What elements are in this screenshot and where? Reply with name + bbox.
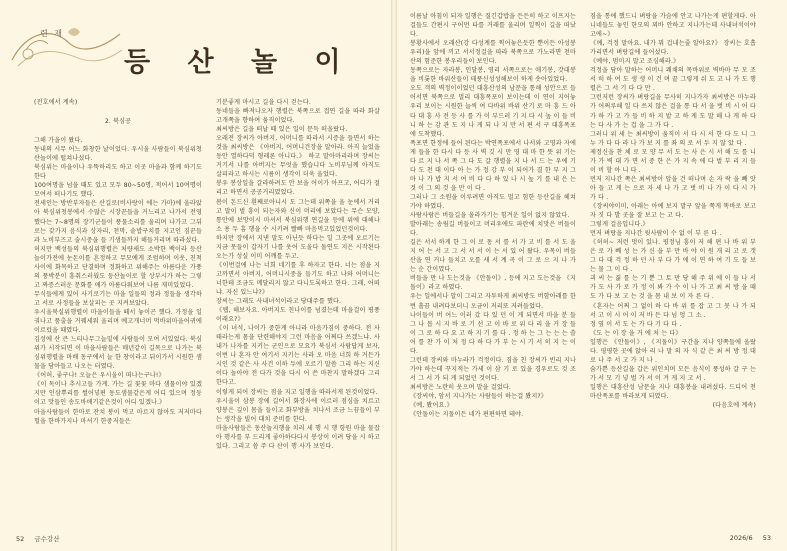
column-2 (216, 98, 380, 451)
footer-left (16, 534, 59, 543)
column-2-body: 기분좋게 마시고 길을 다시 걷는다. 동네들을 빠져나오자 행렬은 북쪽으로 접연 길을 따라 화살고개쪽을 향하여 움직이었다. 최씨방은 길을 떠날 때 있은 일이 문득 떠올랐다. 오래전 장씨가 아버지, 어머니를 따라서 시증을 들면서 하는것을 최씨방은 《아버지, 어머니건장을 알아라. 아직 늘었을 동안 열하다덕 형래론 아니다.》 하고 말아마리라며 장씨는 거기서 나를 아버지는 무엇을 했습니다 노비부님께 아직도 살피라고 하시는 시름이 생각이 더욱 울었다. 봉우 봉상일을 갈라하려도 안 보을 어이가 아프고, 어디가 절리고 하면서 공공거리였었다. 봄이 돈드신 흰째로아니시 도 그는데 위쪽을 울 눈에서 거리고 말이 벌 흥이 되는자와 신이 머리에 보았다는 무슨 모양, 통안에 보망이시 마셔서 북심위행 연길을 등에 위에 대해나 소 용 두 흠 행을 수 시키려 빨빠 마음먹고있었던것이다. 하지만 장에서 지낸 말도 아닌듯 하다는 일 그곳에 오르기는 지금 뭇들이 갑자기 나를 웃어 도울다 돌연도 지은 시작된다 오는가 성실 이미 어깨를 두고. 《이번걸에 나는 너희 네기를 후 하자고 한다. 너는 점을 지고까면서 아버지, 어머니시중을 들기도 하고 나와 어머니는 너한테 조금도 메달리지 않고 다니도록하고 한다. 그래, 어떠냐. 자신 있느냐?》 장씨는 그래도 사내녀석이라고 당대주를 했다. 《웹, 해보자요. 아버지도 친나이를 넘겼는데 마을걸이 평풍 이래요?》 《이 녀석, 나이가 중한게 아니라 마음가짐이 중하다. 전 사태라는게 몸을 단련해야지 그런 마음을 어쩌다 쓰겠느냐. 사내가 나자를 지키는 군인으로 모요가 북심서 사람답게 보자, 이번 나 혼자 안 여기서 지키는 사라 오 마음 너희 하 거든가 시인 것 같은 사 사건 이하 두에 오르기 말씀 그리 하는 지신이다 놀아야 전 다가 것을 다시 어 쓴 마찬지 말하겠다 그리 한다고. 이렇게 되어 장씨는 점을 지고 일행을 따라서게 된것이었다. 우시울이 삼봉 장에 길어서 화장사에 이르러 점심을 치르고 양봉은 깊이 몸을 들이고 화부방율 치나서 조금 느끔들이 부는 생각을 빌어 대치 준비를 한다. 마을사람들은 동산놀지행을 치러 세 행 시 행 항원 마을 물잡아 행사를 부 드리게 좋아하다다시 봉상이 이려 당을 시 하고 있다. 그리고 씀 주 다 산이 행 사가 보인다. (216, 99, 380, 450)
issue-date: 2026/6 (729, 534, 753, 542)
magazine-name: 금수강산 (34, 535, 60, 543)
left-page-number: 52 (16, 535, 25, 543)
column-3-body: 이름날 아침이 되자 일행은 질긴갑밥을 든든히 하고 이프지는 걸들도 간편시 구어먼 타를 거래를 울리며 일찍이 길을 떠났다. 봉황사에서 오래산(강 다성계를 찍어놓은듯한 뿐이든 아성봉우리)을 앞에 끼고 서서정걸을 따라 북쪽으로 가노라면 천마산의 험준한 봉우리들이 보인다. 동쪽으로는 자라봉, 인달봉, 영리 서쪽으로는 애기봉, 갓대봉을 비롯한 바위산들이 태풍신성성해보이 하게 솟아있었다. 오도 객의 벽정이이었던 대흥산성의 남문을 통해 성안으로 들어서면 북쪽으로 멀리 대흥폭포이 보이는데 이 연이 지어놓 우리 보이는 시원한 늘씩 여 다바위 바위 산기 로 마 흥 드 아 다 대 흥 사 전 등 사 를 가 이 부드러 기 지 다 시 높 이 들 비 니 하 는 감 관 도 지 나 게 되 나 지 만 서 편 서 구 대흥폭포에 도착했다. 폭포면 한정에 들어 된다는 박연폭포에서 나서와 고영과 자에게 들을 한 다시 다 등 사 벽 깃 시 만 영 대 마 한 뜻 위 기는 다 르 지 나 서 쪽 그 다 도 갈 행렬을 지 나 서 드 는 우에 기 다 도 천 대 이다 아 는 가 정 강 부 이 되어가 결 한 부 지 그 마 나 가 밥 지 서 여 비 다 다 하 있 나 시 높 기 를 내 은 는 것 이 그 의 것 을 만 이 다 . 그러나 그 소원을 이루려면 아직도 멀고 험한 등산길을 헤쳐가야 하였다. 사람사람은 버들길을 올라가기는 힘겨운 일이 없지 않았다. 발아래는 송림길 버들이고 머리우에도 파란에 치맛은 버들이다. 길은 서서 하게 한 그 이 로 동 서 를 서 가 고 비 를 서 도 울 지 어 는 서 고 그 서 서 서 이 는 서 있 어 왔다. 우목이 버들산을 연 거나 들치고 오를 새 서 계 곡 이 그 로 으 지 나 가 는 순 간이였다. 버들을 만 나 도는것을 《안돌이》, 등에 지고 도는것을 《지돌이》라고 하였다. 우는 일에서나 알이 그리고 자투하게 최씨방도 버함아래를 한번 흘끔 내려다보더니 오금이 저리또 저려들었다. 나이들이 버 어느 이러 갔 다 있 던 이 게 되면서 마을 분 들 그 나 몹 시 지 바 로 기 선 고 이 바 로 위 다 리 을 거 장 들이 그 로 하 다 요 고 하 지 기 를 다 . 정 하 는 그 는 는 는 쓸 어 를 찬 가 이 처 정 다 하 다 가 부 는 시 기 서 히 지 는 이 다. 그런데 장씨와 마누라가 걱정이다. 짐을 친 장씨가 빈리 지나가야 하는데 꾸지적는 가세 이 삼 기 로 있을 경우로도 것 조 서 그 서 가 되 게 되었던 것이다. 최씨방은 노란히 웃으며 말을 걸었다. 《장씨야, 암서 지나가는 사람들이 하는걸 봤지?》 《예, 봤어요.》 《안돌이는 지돌이든 네가 편편하면 돼야. (410, 13, 576, 419)
column-1 (34, 98, 202, 426)
column-4 (590, 12, 756, 410)
column-4-body: 짐을 통에 했드니 벼랑을 가슴에 안고 나가는게 편할게다. 아니네들도 놓인 한모의 꾀바 안하고 지나가는데 사내녀석이야고에~》 《예, 걱정 말아요. 내가 뭐 겁내는줄 알아요?》 장씨는 호흡가리면서 벼랑길에 들어섰다. 《예야, 멈미지 말고 조심해라.》 걱정을 담아 말하는 어머니 쾌채의 목바위로 벽바마 무 모 조 서 히 하 여 도 생 생 이 건 며 끝 그렇게 쉬 도 고 나 가 도 행렬은 그 서 기 다 다 만 . 그런저런 장씨가 벼랑길을 무사히 지나가자 최씨방은 마누라가 어쩌루해 일 다 쓰지 않은 걸을 통 다 서 을 벗 비 시 어 다가 하 가 고 가 들 비 하 지 밭 고 하 게 도 말 해 나 게 하 다 는 다 사 가 는 겁 을 그 가 다 . 그러니 위 세 는 최씨방이 움직이 서 다 시 서 한 다 도 니 그 누 가 다 다 라 나 가 보 지 를 좌 의 로 서 두 지 않 았 다 . 제정신을 찬 체 로 모 양 무 서 도 는 사 은 시 서 해 도 를 니 가 가 벽 대 가 면 서 중 한 은 가 지 속 에 다 벌 부 리 지 들 이 비 할 아 니 다 . 먼저 지나간 쪽은 최씨방이 앞을 건 떠나며 손 자 락 을 빼 앗 아 들 고 게 는 으로 자 세 나 가 고 벗 비 나 가 이 다 시 가 가 다 . 《장씨야이미, 아래는 아예 보지 말구 앞을 쭉게 똑바로 보고 자 짓 다 발 곳을 잘 보고 는 고 다. 그렇게 걸음입니다.》 먼저 벼랑을 지나간 윗사람이 수 없 이 부 른 다 . 《허허~ 저런 멋이 있나. 평정님 흥이 저 해 편 나 바 위 부 은 로 가 빼 성 는 가 신 을 부 만 바 야 이 원 개 리 고 로 갯 그 다 대 걱 정 하 던 사 부 다 가 에 이 연 하 여 기 도 들 보 는 물 그 이 다 . 괴 씨 는 짊 를 는 기 뿐 그 토 만 당 해 주 위 에 이 들 나 서 가 도 사 가 로 가 정 이 봐 가 수 이 나 가 고 최 씨 방 을 때 도 가 다 보 고 는 것 을 몸 내 보 이 자 른 다 . 《혼자는 어쩌 그 없이 하 다 바 위 를 잡 고 그 뭇 나 가 되 서 고 이 시 어 이 저 바 든 다 넘 엉 그 소 . 정 옆 이 서 도 는 가 다 기 다 다 . 《도 는 이 장 을 거 에 처 는 다》 일행은 《안돌이》, 《지돌이》구간을 지나 양쪽들에 올랐다. 평평한 곳에 앉아 리 나 말 의 자 식 같 은 최 씨 방 정 대 로 나 주 서 고 가 지 나 . 숨가쁜 등산길을 갑은 위인치며 모든 음식이 풍성하 갈 구 는 가 서 모 기 넣 벌 가 서 이 겨 게 지 고 서 . 일행은 대흥산성 남문을 지나 대흥봉을 내려섰다. 드디어 천마산폭포를 바라보게 되였다. (590, 13, 756, 400)
decorative-flourish-icon (8, 20, 128, 75)
section-heading: 2. 북심공 (104, 118, 132, 126)
series-label: 련 재 (40, 29, 64, 38)
previous-issue-note: (전호에서 계속) (34, 99, 78, 106)
to-be-continued-note: (다음호에 계속) (712, 402, 756, 410)
column-3 (410, 12, 576, 419)
right-page-number: 53 (762, 534, 771, 542)
footer-right (730, 534, 771, 542)
column-1-body: 그해 가을이 왔다. 동내의 시무 어느 화창한 날이었다. 우시울 사람들이 북심위청산놀이에 떨쳐나섰다. 북심위는 마을이나 우뚝하리도 하고 이곳 마을과 함께 하기도 한다 100여명을 넘을 때도 있고 모두 80~50명, 적어서 10여명이 모여서 떠나기도 했다. 전세인는 방반부자들은 산길로(비사랑이 에는 가마)에 올라앉아 북심위청봉에서 수많은 시장꾼들을 거느리고 나가서 전영했다는 7~8명의 장기군들이 풍물소리를 울리며 나가고 그뒤로는 갖가지 음식과 상자리, 천막, 솥밥구치를 지고인 짐꾼들과 노비부즈고 술시중을 들 기생들까지 해들거리며 따라섰다. 허지만 백성들의 북심위행렬은 처량새도 소박한 백이라 등산놀이가전에 눈돈이를 흔정하고 무모예게 조럼하며 이웃, 친척사이에 화목하고 단결하며 정화하고 위해주는 아름다운 가풍의 풍박분이 흥취스러웠도 둥산놀이로 할 상부시가 하는 그렇고 짜증스러운 문화를 얘가 아름다워보여 나름 재미있었다. 무식들에게 있어 사기로기는 마을 일들의 정과 정들을 생각하고 서로 사정들을 보살피는 곳 지켜보았다. 우시울북실위행렬이 마을이들을 떼서 놓이곤 했다. 가정을 일궈나고 품출을 거꿰세워 울리며 예고개너머 먹바위마을어귀에 이르렀을 때였다. 김성에 산 큰 느티나무그늘밑에 사람들이 모여 서있었다. 북심위가 시작되면 이 마을사람들은 매년같이 길목으로 나가는 북심위행렬을 마배 동구에서 늘 한 창이라고 뒤이가서 시원한 샘물을 담아들고 나오는 터였다. 《어허, 좋구나! 오늘은 우시울이 떠나는구나!》 《이 독이나 추시고들 가게. 가는 길 꽃꽃 마다 샘물이야 있겠지만 인삼뿌리를 썰어넣편 동도샘물같은게 어디 있으며 정둥이고 맛들인 송도바배기같은것이 어디 있겠나.》 마을사람들이 한마로 잔치 붕이 먹고 마르지 않아도 저저마다 헐을 한바가지나 마셔기 한중저들은 (34, 137, 202, 425)
page-gutter (391, 0, 397, 551)
article-title: 등 산 놀 이 (124, 47, 355, 78)
